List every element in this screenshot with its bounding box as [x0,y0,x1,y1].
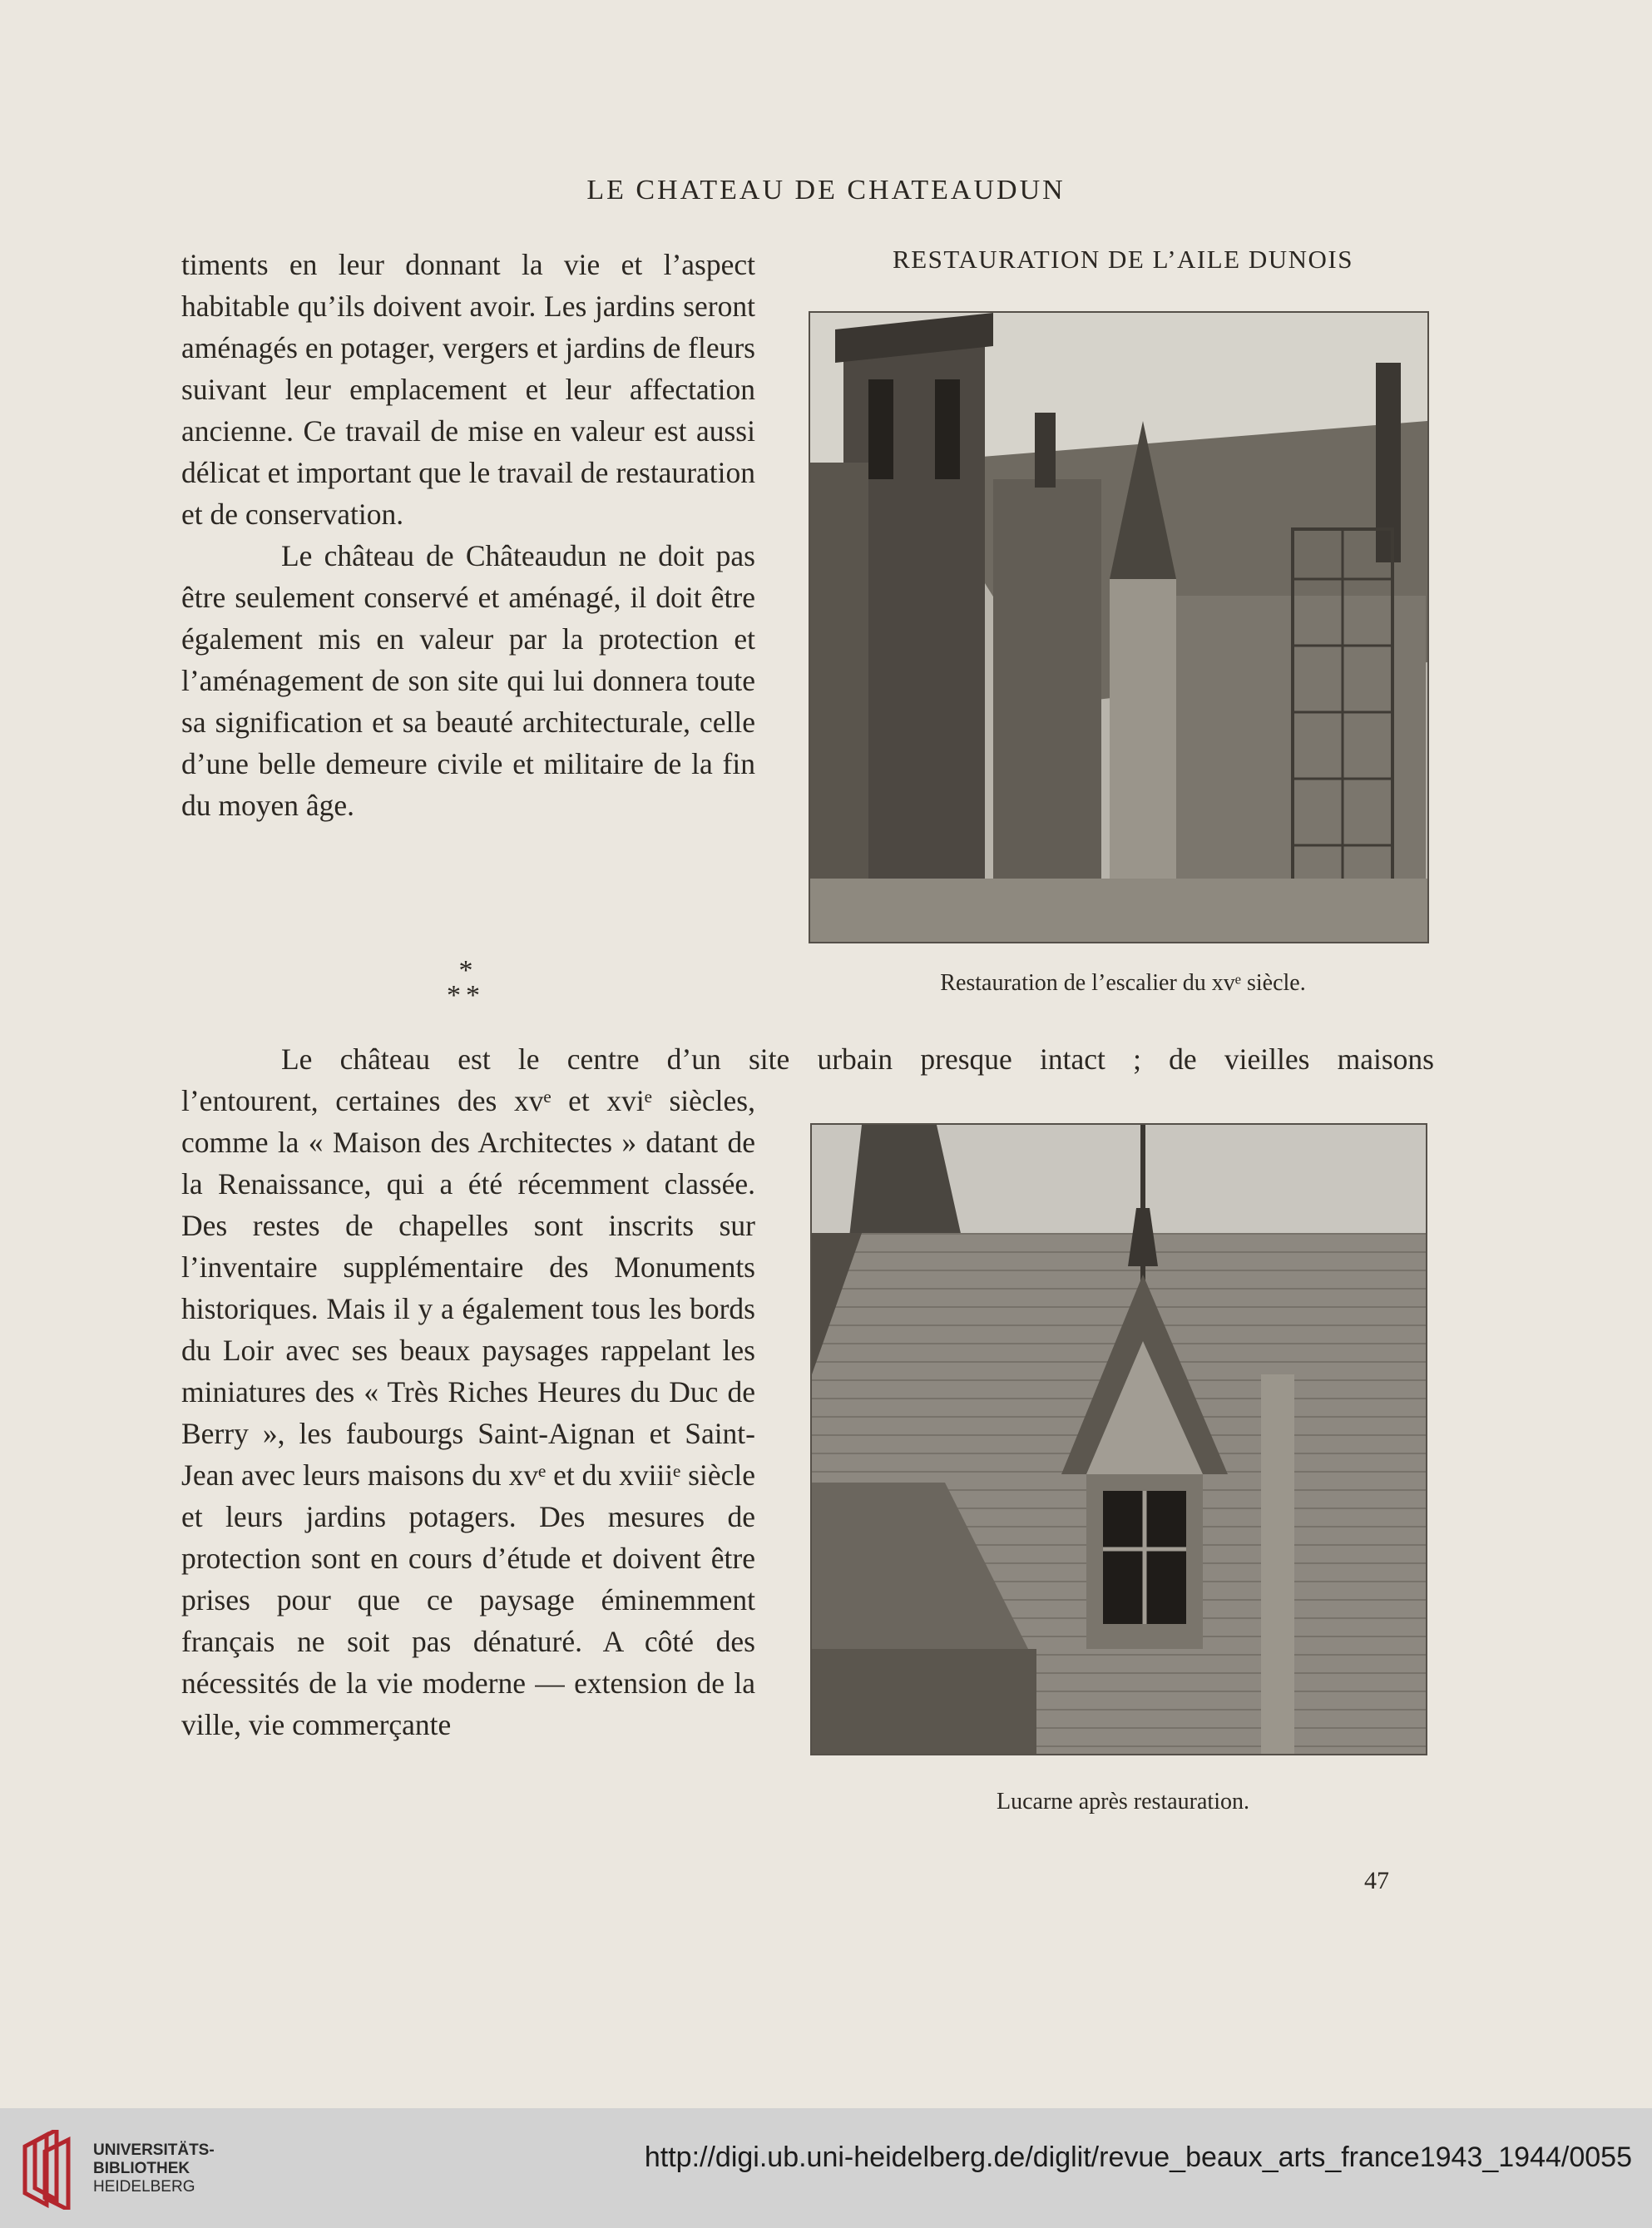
library-name [93,2141,276,2196]
section-separator [441,955,491,1011]
figure-caption-2: Lucarne après restauration. [997,1789,1249,1815]
page-number: 47 [1364,1867,1389,1894]
paragraph: timents en leur donnant la vie et l’aspect habitable qu’ils doivent avoir. Les jardins seront aménagés en potager, vergers et jardins de fleurs suivant leur emplacement et leur affectation ancienne. Ce travail de mise en valeur est aussi délicat et important que le travail de restauration et de conservation. [181,248,755,531]
figure-heading: RESTAURATION DE L’AILE DUNOIS [893,245,1353,274]
paragraph-start: Le château est le centre d’un site urbain presque intact ; de vieilles maisons [281,1042,1434,1076]
wide-text-line [181,1038,1434,1080]
separator-stars-bottom: ** [447,980,485,1011]
photo-illustration [812,1125,1426,1754]
photo-staircase-restoration [809,311,1429,943]
paragraph: Le château de Châteaudun ne doit pas être seulement conservé et aménagé, il doit être également mis en valeur par la protection et l’aménagement de son site qui lui donnera toute sa signification et sa beauté architecturale, celle d’une belle demeure civile et militaire de la fin du moyen âge. [181,539,755,822]
library-name-line: UNIVERSITÄTS- [93,2141,215,2159]
running-title: LE CHATEAU DE CHATEAUDUN [586,175,1066,205]
footer-bar [0,2108,1652,2228]
source-url-link[interactable]: http://digi.ub.uni-heidelberg.de/diglit/revue_beaux_arts_france1943_1944/0055 [644,2141,1632,2173]
separator-star-top: * [458,955,473,986]
photo-dormer-window [810,1123,1427,1755]
library-logo-icon [18,2130,77,2210]
text-column-lower [181,1080,755,1745]
paragraph: l’entourent, certaines des xvᵉ et xviᵉ siècles, comme la « Maison des Architectes » datant de la Renaissance, qui a été récemment classée. Des restes de chapelles sont inscrits sur l’inventaire supplémentaire des Monuments historiques. Mais il y a également tous les bords du Loir avec ses beaux paysages rappelant les miniatures des « Très Riches Heures du Duc de Berry », les faubourgs Saint-Aignan et Saint-Jean avec leurs maisons du xvᵉ et du xviiiᵉ siècle et leurs jardins potagers. Des mesures de protection sont en cours d’étude et doivent être prises pour que ce paysage éminemment français ne soit pas dénaturé. A côté des nécessités de la vie moderne — extension de la ville, vie commerçante [181,1084,755,1741]
library-name-line: HEIDELBERG [93,2178,195,2196]
library-name-line: BIBLIOTHEK [93,2160,190,2177]
text-column-upper [181,244,755,826]
figure-caption-1: Restauration de l’escalier du xvᵉ siècle. [940,970,1306,996]
photo-illustration [810,313,1427,942]
